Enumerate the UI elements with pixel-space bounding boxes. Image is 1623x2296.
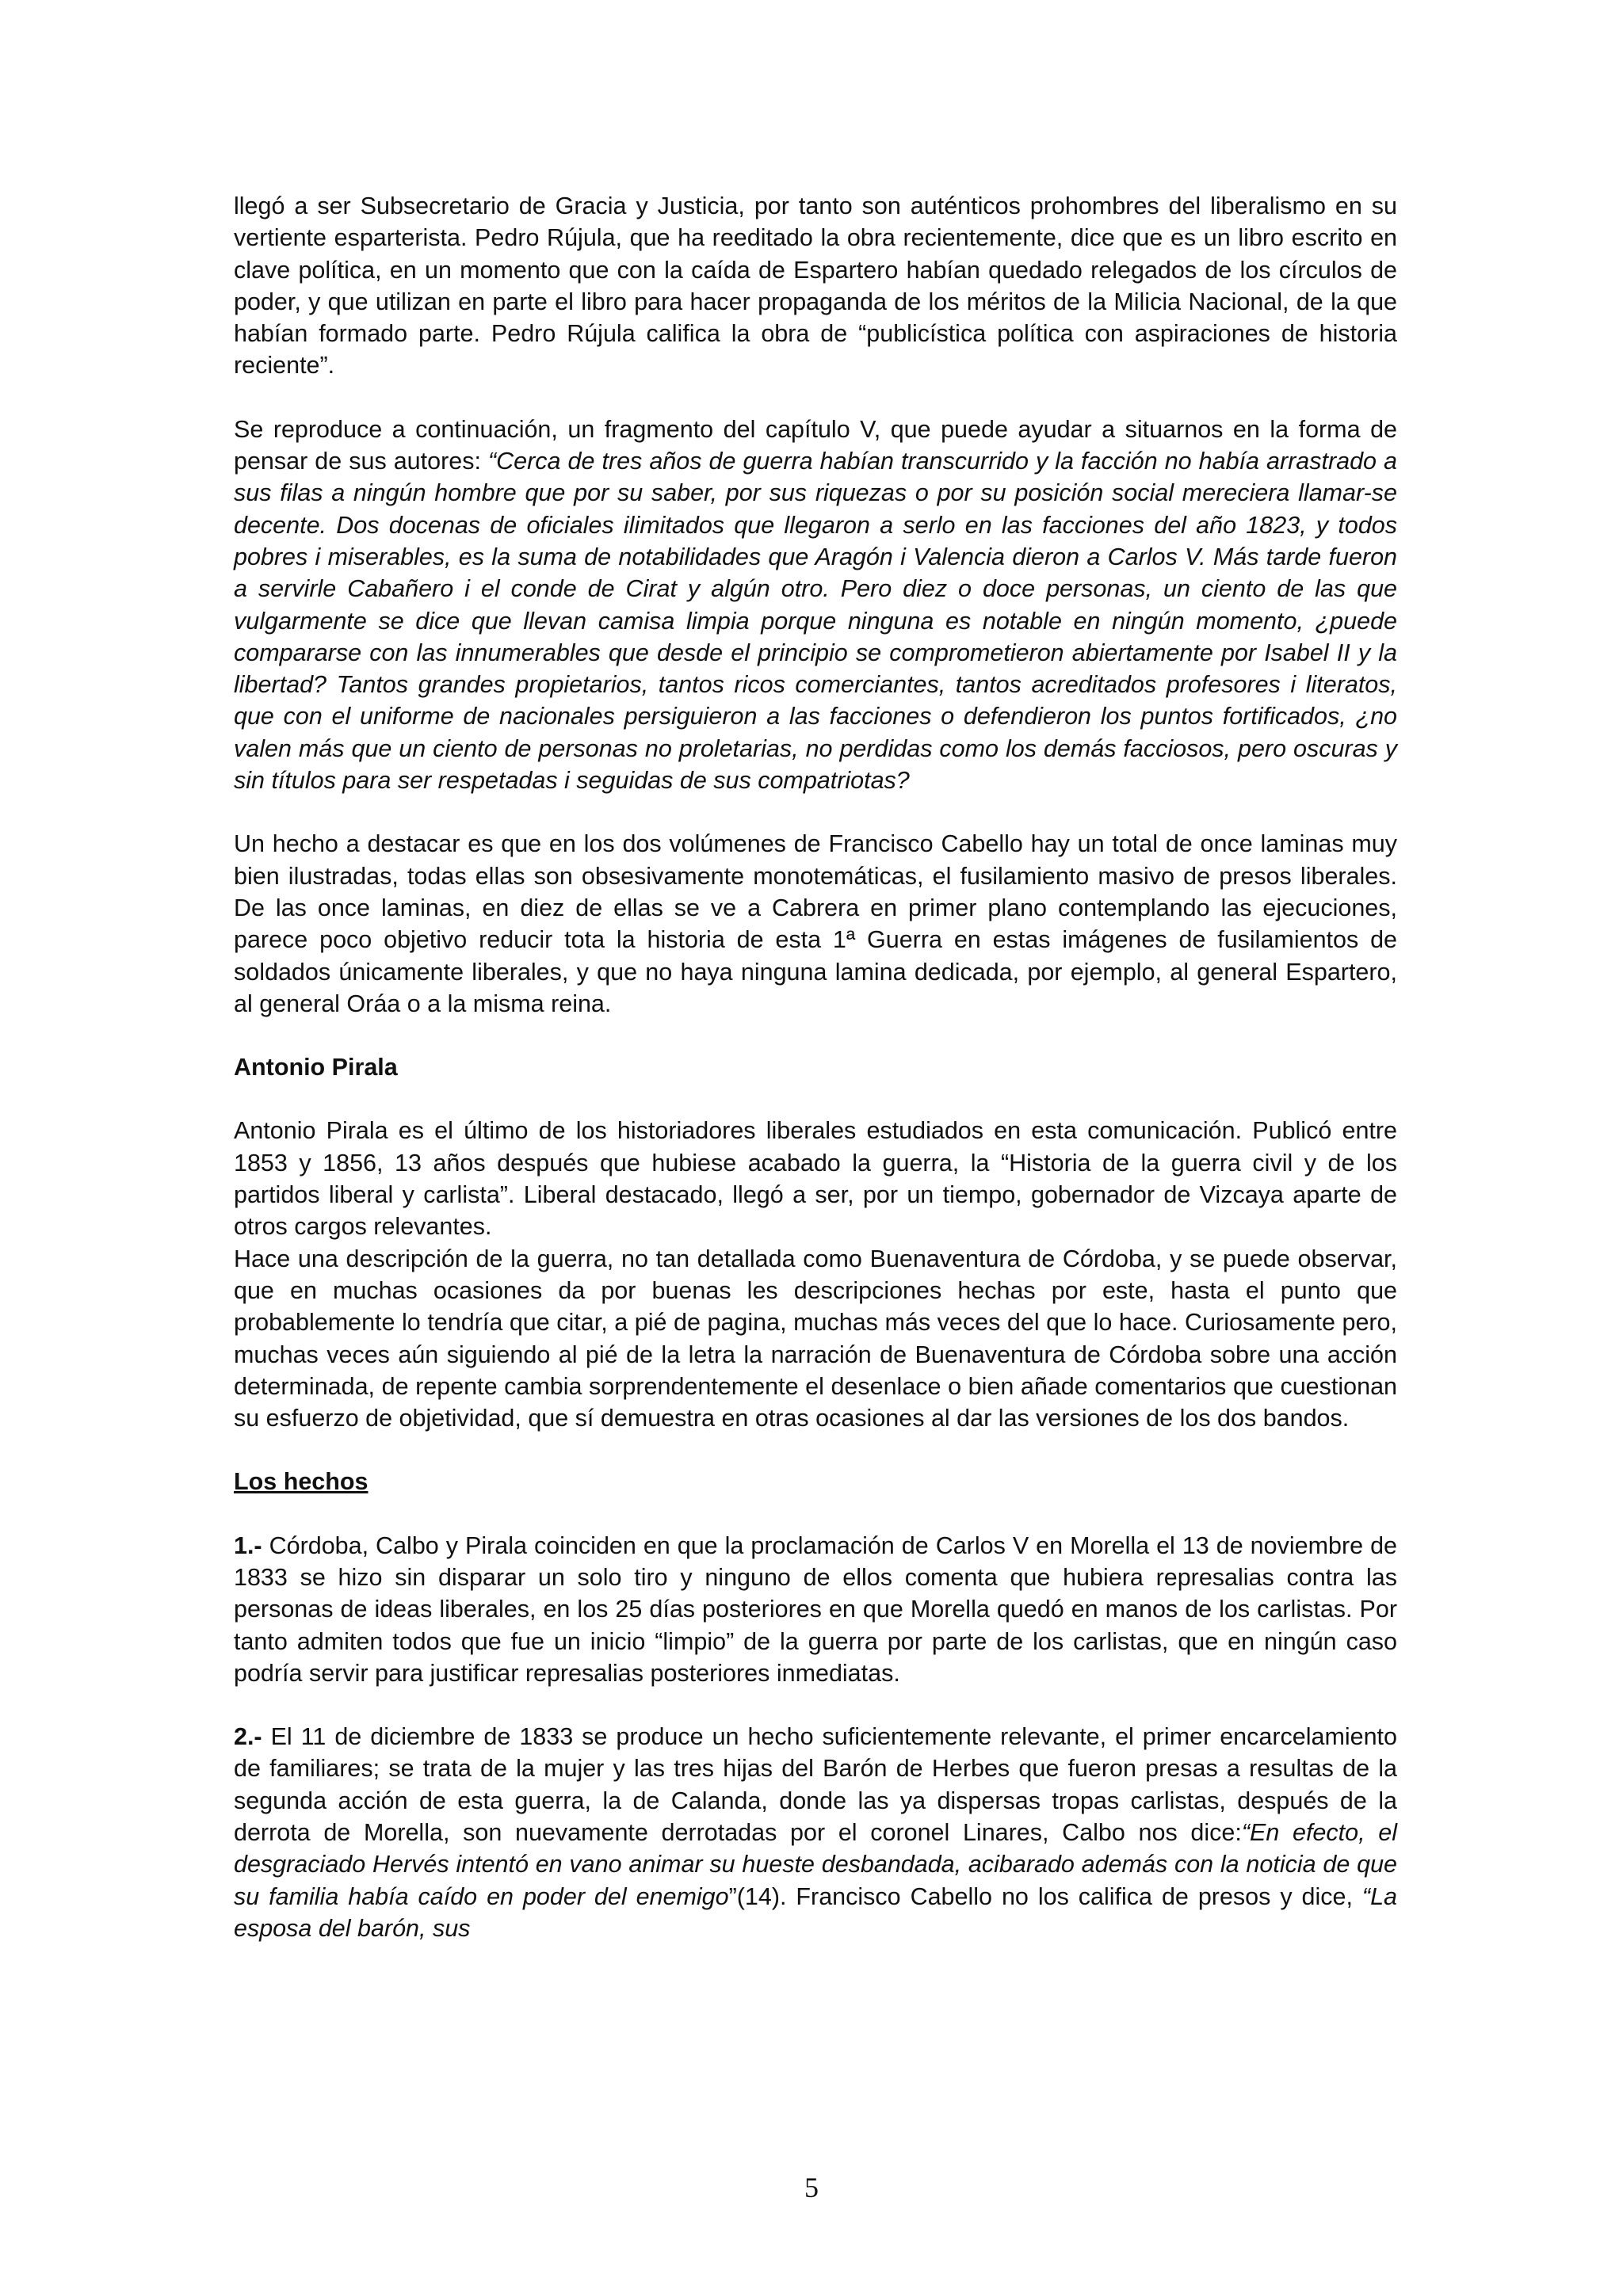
section-heading-los-hechos: Los hechos [234,1468,369,1496]
paragraph-6-text: Córdoba, Calbo y Pirala coinciden en que la proclamación de Carlos V en Morella el 13 de noviembre de 1833 se hizo sin disparar un solo tiro y ninguno de ellos comenta que hubiera represalias contra las personas de ideas liberales, en los 25 días posteriores en que Morella quedó en manos de los carlistas. Por tanto admiten todos que fue un inicio “limpio” de la guerra por parte de los carlistas, que en ningún caso podría servir para justificar represalias posteriores inmediatas. [234,1531,1397,1687]
section-heading-antonio-pirala: Antonio Pirala [234,1054,398,1081]
paragraph-3: Un hecho a destacar es que en los dos volúmenes de Francisco Cabello hay un total de once laminas muy bien ilustradas, todas ellas son obsesivamente monotemáticas, el fusilamiento masivo de presos liberales. De las once laminas, en diez de ellas se ve a Cabrera en primer plano contemplando las ejecuciones, parece poco objetivo reducir tota la historia de esta 1ª Guerra en estas imágenes de fusilamientos de soldados únicamente liberales, y que no haya ninguna lamina dedicada, por ejemplo, al general Espartero, al general Oráa o a la misma reina. [234,830,1397,1017]
paragraph-4: Antonio Pirala es el último de los historiadores liberales estudiados en esta comunicación. Publicó entre 1853 y 1856, 13 años después que hubiese acabado la guerra, la “Historia de la guerra civil y de los partidos liberal y carlista”. Liberal destacado, llegó a ser, por un tiempo, gobernador de Vizcaya aparte de otros cargos relevantes. [234,1117,1397,1241]
document-page [234,190,1397,1976]
item-number-1: 1.- [234,1531,262,1559]
paragraph-1: llegó a ser Subsecretario de Gracia y Justicia, por tanto son auténticos prohombres del liberalismo en su vertiente esparterista. Pedro Rújula, que ha reeditado la obra recientemente, dice que es un libro escrito en clave política, en un momento que con la caída de Espartero habían quedado relegados de los círculos de poder, y que utilizan en parte el libro para hacer propaganda de los méritos de la Milicia Nacional, de la que habían formado parte. Pedro Rújula califica la obra de “publicística política con aspiraciones de historia reciente”. [234,193,1397,379]
paragraph-2-intro: Se reproduce a continuación, un fragmento del capítulo V, que puede ayudar a situarnos en la forma de pensar de sus autores: [234,415,1397,475]
paragraph-7-text-b: ”(14). Francisco Cabello no los califica de presos y dice, [728,1882,1362,1910]
paragraph-6 [234,1530,1397,1689]
paragraph-7-text-a: El 11 de diciembre de 1833 se produce un hecho suficientemente relevante, el primer encarcelamiento de familiares; se trata de la mujer y las tres hijas del Barón de Herbes que fueron presas a resultas de la segunda acción de esta guerra, la de Calanda, donde las ya dispersas tropas carlistas, después de la derrota de Morella, son nuevamente derrotadas por el coronel Linares, Calbo nos dice: [234,1723,1397,1847]
paragraph-2 [234,414,1397,797]
paragraph-2-quote: “Cerca de tres años de guerra habían transcurrido y la facción no había arrastrado a sus filas a ningún hombre que por su saber, por sus riquezas o por su posición social mereciera llamar-se decente. Dos docenas de oficiales ilimitados que llegaron a serlo en las facciones del año 1823, y todos pobres i miserables, es la suma de notabilidades que Aragón i Valencia dieron a Carlos V. Más tarde fueron a servirle Cabañero i el conde de Cirat y algún otro. Pero diez o doce personas, un ciento de las que vulgarmente se dice que llevan camisa limpia porque ninguna es notable en ningún momento, ¿puede compararse con las innumerables que desde el principio se comprometieron abiertamente por Isabel II y la libertad? Tantos grandes propietarios, tantos ricos comerciantes, tantos acreditados profesores i literatos, que con el uniforme de nacionales persiguieron a las facciones o defendieron los puntos fortificados, ¿no valen más que un ciento de personas no proletarias, no perdidas como los demás facciosos, pero oscuras y sin títulos para ser respetadas i seguidas de sus compatriotas? [234,448,1398,795]
paragraph-7-quote-1: “En efecto, el desgraciado Hervés intentó en vano animar su hueste desbandada, acibarado además con la noticia de que su familia había caído en poder del enemigo [234,1819,1397,1910]
page-number: 5 [804,2172,819,2203]
item-number-2: 2.- [234,1723,262,1751]
paragraph-7 [234,1721,1397,1944]
paragraph-5: Hace una descripción de la guerra, no tan detallada como Buenaventura de Córdoba, y se puede observar, que en muchas ocasiones da por buenas les descripciones hechas por este, hasta el punto que probablemente lo tendría que citar, a pié de pagina, muchas más veces del que lo hace. Curiosamente pero, muchas veces aún siguiendo al pié de la letra la narración de Buenaventura de Córdoba sobre una acción determinada, de repente cambia sorprendentemente el desenlace o bien añade comentarios que cuestionan su esfuerzo de objetividad, que sí demuestra en otras ocasiones al dar las versiones de los dos bandos. [234,1245,1397,1432]
paragraph-7-quote-2: “La esposa del barón, sus [234,1882,1398,1942]
